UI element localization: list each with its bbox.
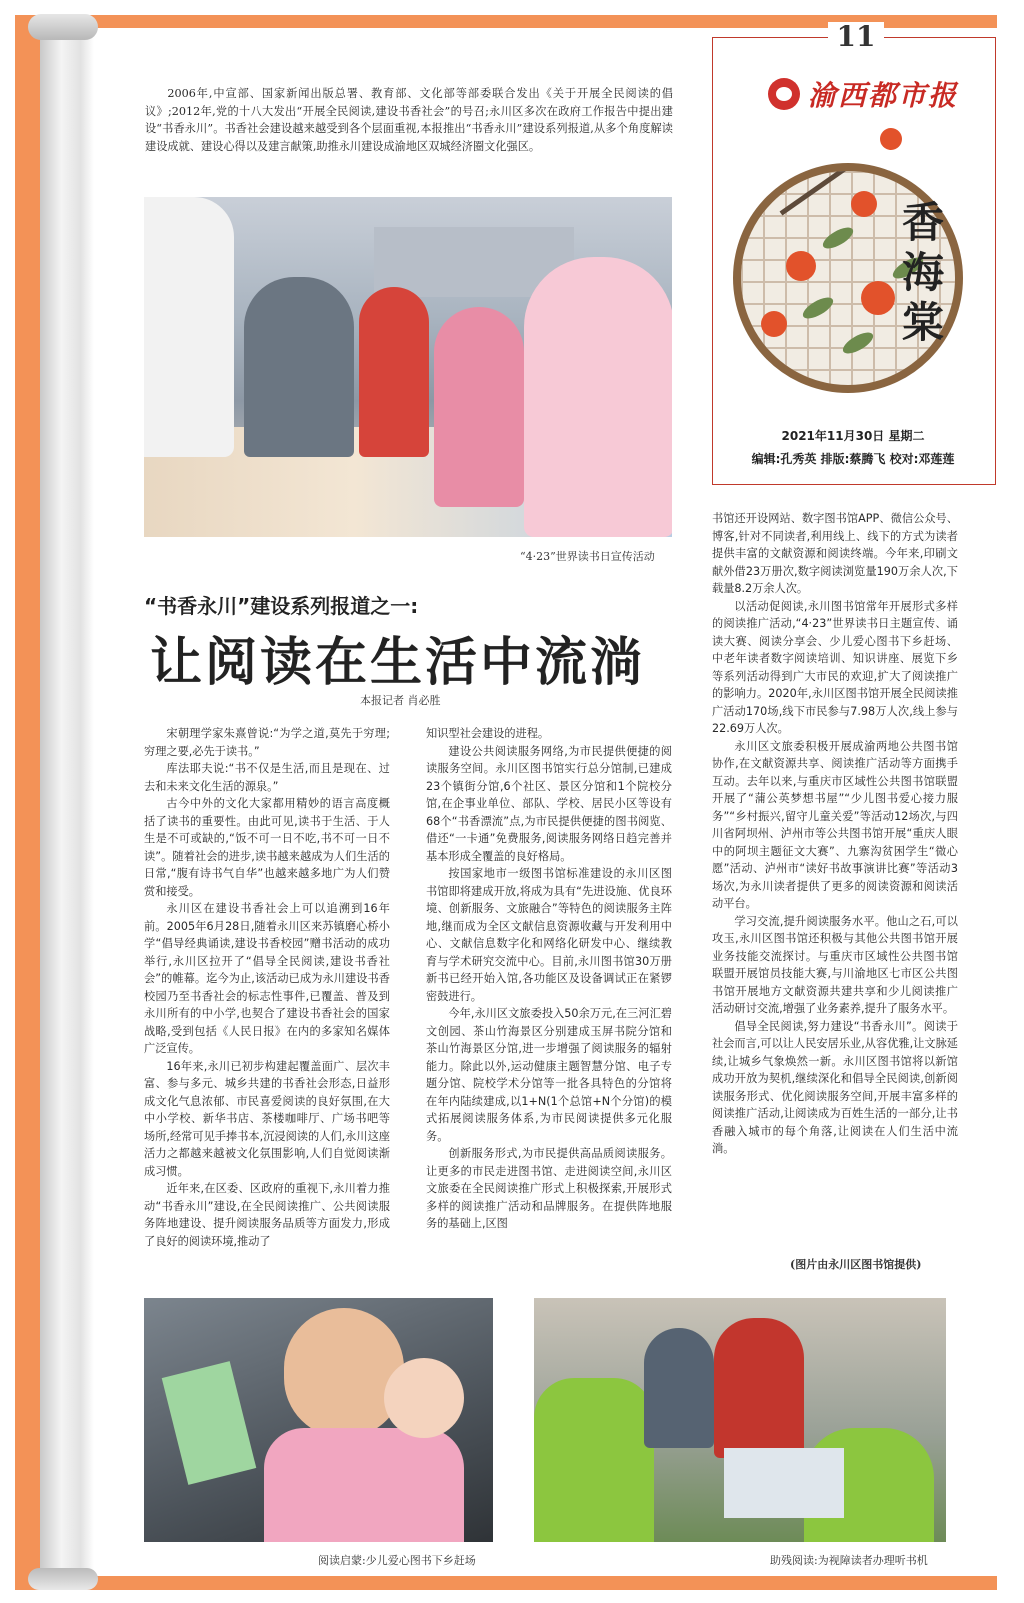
newspaper-logo [768,74,958,114]
article-paragraph: 近年来,在区委、区政府的重视下,永川着力推动“书香永川”建设,在全民阅读推广、公共阅读服务阵地建设、提升阅读服务品质等方面发力,形成了良好的阅读环境,推动了 [144,1182,390,1248]
editors-line: 编辑:孔秀英 排版:蔡腾飞 校对:邓莲莲 [751,452,955,466]
article-paragraph: 书馆还开设网站、数字图书馆APP、微信公众号、博客,针对不同读者,利用线上、线下的方式为读者提供丰富的文献资源和阅读终端。今年来,印刷文献外借23万册次,数字阅读浏览量190万余人次,下载量8.2万余人次。 [712,512,958,595]
registration-table [724,1448,844,1518]
issue-date: 2021年11月30日 星期二 [781,429,925,443]
article-paragraph: 学习交流,提升阅读服务水平。他山之石,可以攻玉,永川区图书馆还积极与其他公共图书馆开展业务技能交流探讨。与重庆市区域性公共图书馆联盟开展馆员技能大赛,与川渝地区七市区公共图书馆开展地方文献资源共建共享和少儿阅读推广活动研讨交流,增强了业务素养,提升了服务水平。 [712,914,958,1015]
article-paragraph: 永川区文旅委积极开展成渝两地公共图书馆协作,在文献资源共享、阅读推广活动等方面携手互动。去年以来,与重庆市区域性公共图书馆联盟开展了“蒲公英梦想书屋”“少儿图书爱心接力服务”“乡村振兴,留守儿童关爱”等活动12场次,与四川省阿坝州、泸州市等公共图书馆开展“重庆人眼中的阿坝主题征文大赛”、九寨沟贫困学生“微心愿”活动、泸州市“读好书故事演讲比赛”等活动3场次,为永川读者提供了更多的阅读资源和阅读活动平台。 [712,739,958,910]
article-paragraph: 库法耶夫说:“书不仅是生活,而且是现在、过去和未来文化生活的源泉。” [144,762,390,793]
article-paragraph: 以活动促阅读,永川图书馆常年开展形式多样的阅读推广活动,“4·23”世界读书日主题宣传、诵读大赛、阅读分享会、少儿爱心图书下乡赶场、中老年读者数字阅读培训、知识讲座、展览下乡等系列活动得到广大市民的欢迎,扩大了阅读推广的影响力。2020年,永川区图书馆开展全民阅读推广活动170场,线下市民参与7.98万人次,线上参与22.69万人次。 [712,599,958,735]
flower [786,251,816,281]
article-paragraph: 创新服务形式,为市民提供高品质阅读服务。让更多的市民走进图书馆、走进阅读空间,永川区文旅委在全民阅读推广形式上积极探索,开展形式多样的阅读推广活动和品牌服务。在提供阵地服务的基础上,区图 [426,1147,672,1230]
flower [851,191,877,217]
page-curl-top [28,14,98,40]
paper-name: 渝西都市报 [808,79,959,112]
photo-credit: (图片由永川区图书馆提供) [790,1258,922,1271]
page-curl [40,28,94,1576]
reader-red-jacket [714,1318,804,1458]
woman-face [284,1308,404,1438]
baby [384,1358,464,1438]
woman-red [359,287,429,457]
child [434,307,524,507]
article-paragraph: 永川区在建设书香社会上可以追溯到16年前。2005年6月28日,随着永川区来苏镇磨心桥小学“倡导经典诵读,建设书香校园”赠书活动的成功举行,永川区拉开了“倡导全民阅读,建设书香社会”的帷幕。迄今为止,该活动已成为永川建设书香校园乃至书香社会的标志性事件,已覆盖、普及到永川所有的中小学,也契合了建设书香社会的国家战略,受到包括《人民日报》在内的多家知名媒体广泛宣传。 [144,902,390,1055]
article-paragraph: 建设公共阅读服务网络,为市民提供便捷的阅读服务空间。永川区图书馆实行总分馆制,已建成23个镇街分馆,6个社区、景区分馆和1个院校分馆,在企事业单位、部队、学校、居民小区等设有68个“书香漂流”点,为市民提供便捷的图书阅览、借还“一卡通”免费服务,阅读服务网络日趋完善并基本形成全覆盖的良好格局。 [426,744,672,863]
article-paragraph: 倡导全民阅读,努力建设“书香永川”。阅读于社会而言,可以让人民安居乐业,从容优雅,让文脉延续,让城乡气象焕然一新。永川区图书馆将以新馆成功开放为契机,继续深化和倡导全民阅读,创新阅读服务形式、优化阅读服务空间,开展丰富多样的阅读推广活动,让阅读成为百姓生活的一部分,让书香融入城市的每个角落,让阅读在人们生活中流淌。 [712,1019,958,1155]
right-photo [534,1298,946,1542]
baby-carrier [264,1428,464,1542]
page-curl-bottom [28,1568,98,1590]
newspaper-logo-icon [768,78,800,110]
article-paragraph: 宋朝理学家朱熹曾说:“为学之道,莫先于穷理;穷理之要,必先于读书。” [144,727,390,758]
left-photo-caption: 阅读启蒙:少儿爱心图书下乡赶场 [318,1554,476,1567]
crowd [244,277,354,457]
volunteer [144,197,234,457]
intro-paragraph: 2006年,中宣部、国家新闻出版总署、教育部、文化部等部委联合发出《关于开展全民阅读的倡议》;2012年,党的十八大发出“开展全民阅读,建设书香社会”的号召;永川区多次在政府工作报告中提出建设“书香永川”。书香社会建设越来越受到各个层面重视,本报推出“书香永川”建设系列报道,从多个角度解读建设成就、建设心得以及建言献策,助推永川建设成渝地区双城经济圈文化强区。 [145,87,673,153]
section-title: 香海棠 [896,200,945,350]
girl-pink-shirt [524,257,672,537]
article-paragraph: 知识型社会建设的进程。 [426,727,550,740]
left-photo [144,1298,493,1542]
byline: 本报记者 肖必胜 [360,694,441,707]
article-paragraph: 16年来,永川已初步构建起覆盖面广、层次丰富、参与多元、城乡共建的书香社会形态,日益形成文化气息浓郁、市民喜爱阅读的良好氛围,在大中小学校、新华书店、茶楼咖啡厅、广场书吧等场所,经常可见手捧书本,沉浸阅读的人们,永川这座活力之都越来越被文化氛围影响,人们自觉阅读渐成习惯。 [144,1059,390,1178]
volunteer-green-vest [534,1378,654,1542]
article-paragraph: 古今中外的文化大家都用精妙的语言高度概括了读书的重要性。由此可见,读书于生活、于人生是不可或缺的,“饭不可一日不吃,书不可一日不读”。随着社会的进步,读书越来越成为人们生活的日常,“腹有诗书气自华”也越来越多地广为人们赞赏和接受。 [144,797,390,898]
article-column-2 [426,725,672,1275]
main-photo [144,197,672,537]
right-photo-caption: 助残阅读:为视障读者办理听书机 [770,1554,928,1567]
article-paragraph: 按国家地市一级图书馆标准建设的永川区图书馆即将建成开放,将成为具有“先进设施、优良环境、创新服务、文旅融合”等特色的阅读服务主阵地,继而成为全区文献信息资源收藏与开发利用中心、文献信息数字化和网络化研发中心、继续教育与学术研究交流中心。目前,永川图书馆30万册新书已经开始入馆,各功能区及设备调试正在紧锣密鼓进行。 [426,867,672,1003]
flower [880,128,902,150]
main-photo-caption: “4·23”世界读书日宣传活动 [520,550,655,563]
article-column-3 [712,510,958,1255]
article-column-1 [144,725,390,1275]
article-headline: 让阅读在生活中流淌 [150,632,646,693]
crowd [644,1328,714,1448]
article-paragraph: 今年,永川区文旅委投入50余万元,在三河汇碧文创园、茶山竹海景区分别建成玉屏书院分馆和茶山竹海景区分馆,进一步增强了阅读服务的辐射能力。除此以外,运动健康主题智慧分馆、电子专题分馆、院校学术分馆等一批各具特色的分馆将在年内陆续建成,以1+N(1个总馆+N个分馆)的模式拓展阅读服务体系,为市民阅读提供多元化服务。 [426,1007,672,1143]
flower [761,311,787,337]
page-number: 11 [828,22,884,52]
picture-book [162,1361,257,1485]
article-subhead: “书香永川”建设系列报道之一: [144,594,419,618]
